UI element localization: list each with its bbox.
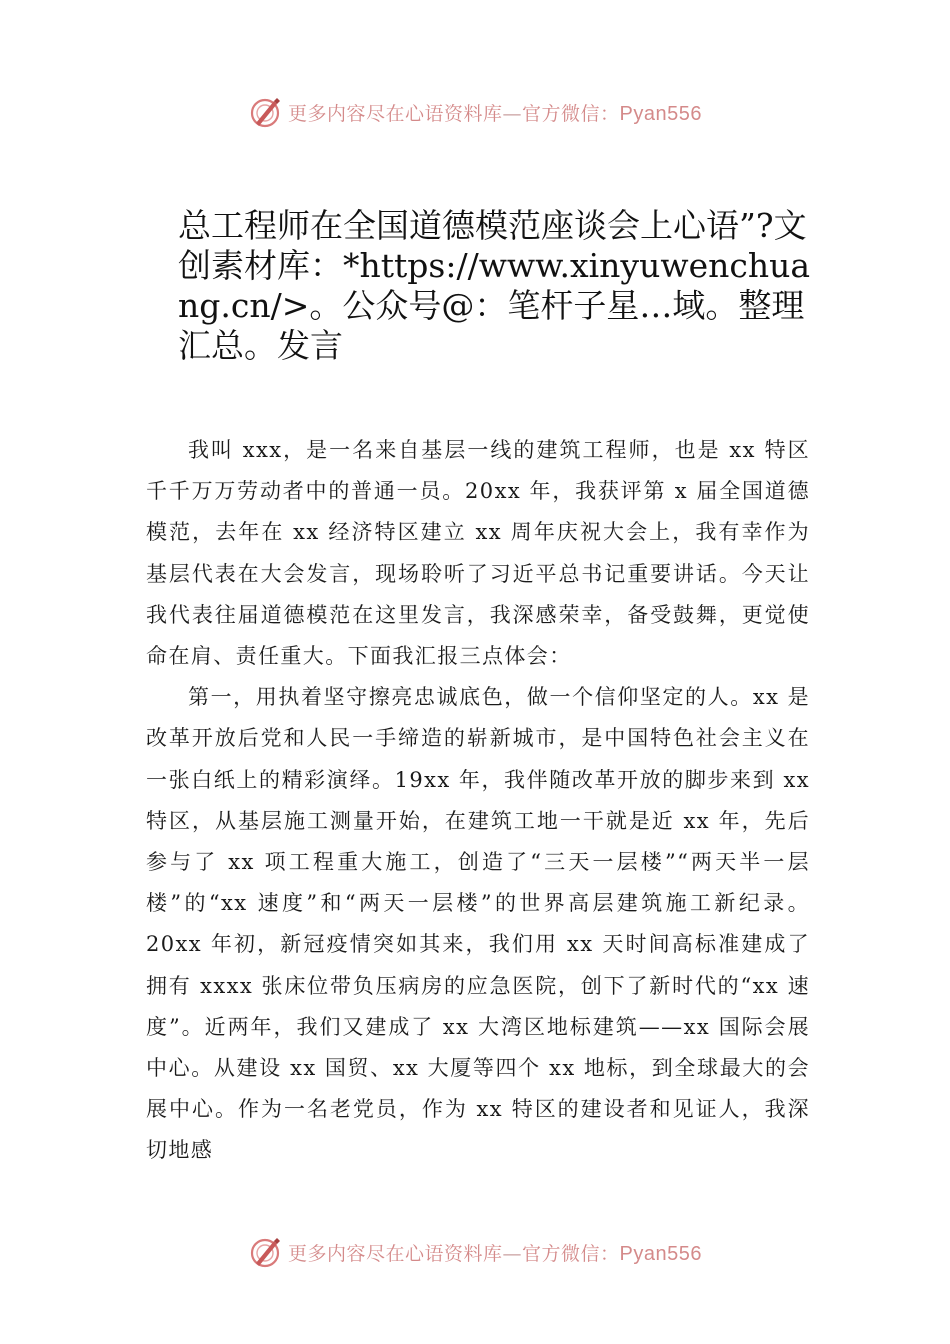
watermark-wechat-label: 官方微信： [522,102,620,125]
watermark-text [288,99,702,126]
watermark-wechat-label: 官方微信： [522,1242,620,1265]
document-title: 总工程师在全国道德模范座谈会上心语”?文创素材库：*https://www.xinyuwenchuang.cn/>。公众号@：笔杆子星…域。整理汇总。发言 [178,206,811,365]
pen-logo-icon [248,1235,282,1269]
document-body [146,430,810,1172]
watermark-separator: — [502,102,523,125]
header-watermark-banner [0,92,950,132]
footer-watermark-banner [0,1232,950,1272]
paragraph-first-point: 第一，用执着坚守擦亮忠诚底色，做一个信仰坚定的人。xx 是改革开放后党和人民一手缔造的崭新城市，是中国特色社会主义在一张白纸上的精彩演绎。19xx 年，我伴随改革开放的脚步来到 xx 特区，从基层施工测量开始，在建筑工地一干就是近 xx 年，先后参与了 xx 项工程重大施工，创造了“三天一层楼”“两天半一层楼”的“xx 速度”和“两天一层楼”的世界高层建筑施工新纪录。20xx 年初，新冠疫情突如其来，我们用 xx 天时间高标准建成了拥有 xxxx 张床位带负压病房的应急医院，创下了新时代的“xx 速度”。近两年，我们又建成了 xx 大湾区地标建筑——xx 国际会展中心。从建设 xx 国贸、xx 大厦等四个 xx 地标，到全球最大的会展中心。作为一名老党员，作为 xx 特区的建设者和见证人，我深切地感 [146,685,810,1163]
watermark-text [288,1239,702,1266]
watermark-wechat-id: Pyan556 [619,102,702,125]
pen-logo-icon [248,95,282,129]
watermark-slogan: 更多内容尽在心语资料库 [288,102,503,125]
watermark-slogan: 更多内容尽在心语资料库 [288,1242,503,1265]
watermark-separator: — [502,1242,523,1265]
paragraph-intro: 我叫 xxx，是一名来自基层一线的建筑工程师，也是 xx 特区千千万万劳动者中的普通一员。20xx 年，我获评第 x 届全国道德模范，去年在 xx 经济特区建立 xx 周年庆祝大会上，我有幸作为基层代表在大会发言，现场聆听了习近平总书记重要讲话。今天让我代表往届道德模范在这里发言，我深感荣幸，备受鼓舞，更觉使命在肩、责任重大。下面我汇报三点体会： [146,438,810,669]
watermark-wechat-id: Pyan556 [619,1242,702,1265]
